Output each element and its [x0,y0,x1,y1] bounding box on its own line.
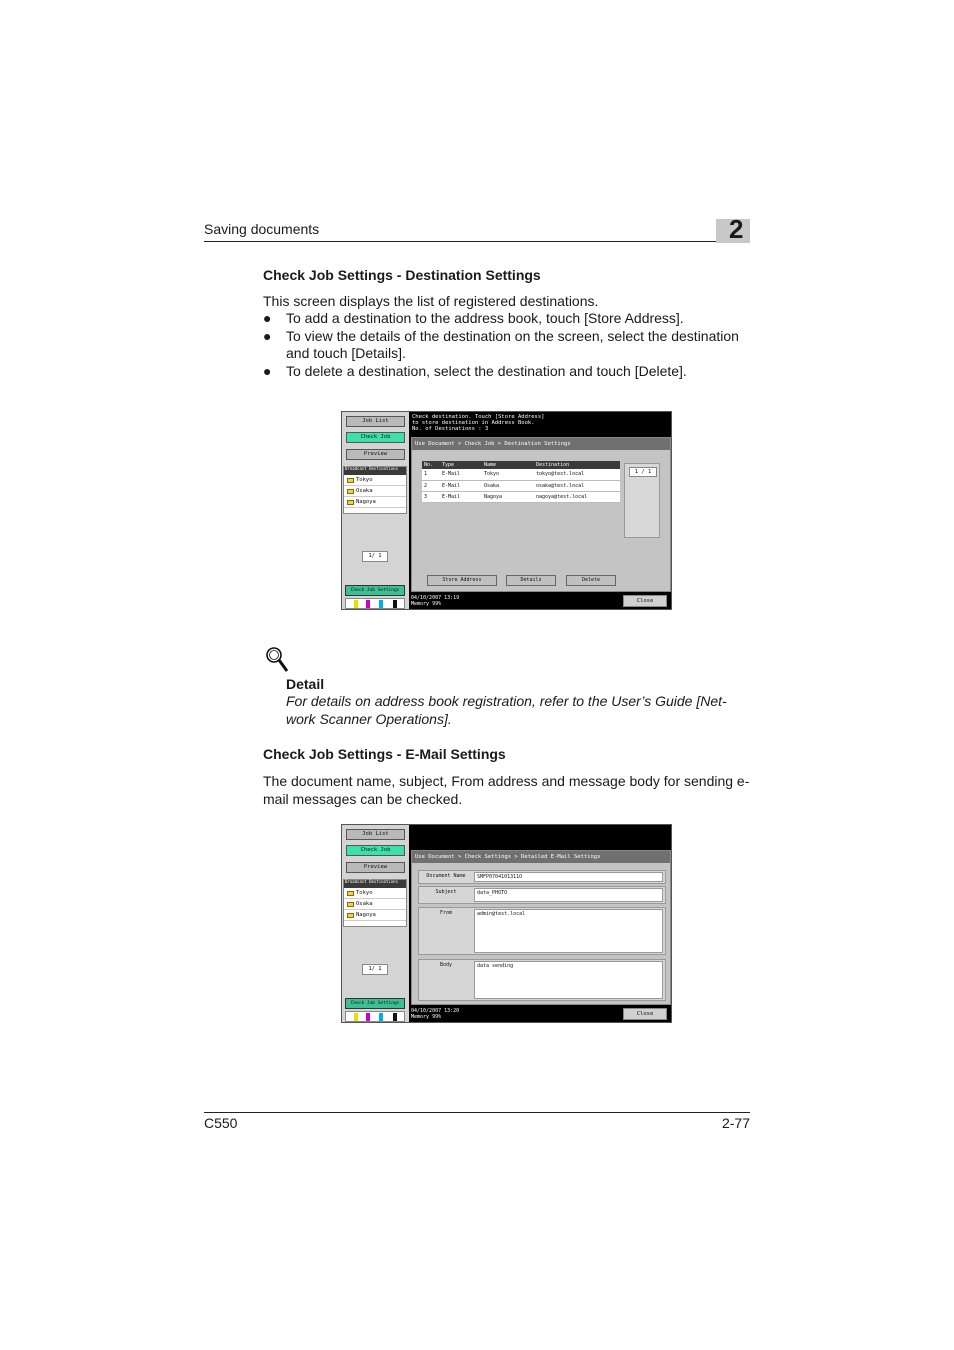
details-button[interactable]: Details [506,575,556,586]
left-panel [342,412,409,610]
list-item: ● To view the details of the destination on the screen, select the destination and touch [Details]. [263,327,739,361]
column-header: Name [482,461,534,469]
bullet-list [263,310,753,380]
table-row[interactable]: 1 E-Mail Tokyo tokyo@test.local [422,469,620,480]
from-row [418,907,666,955]
envelope-icon [347,500,354,505]
delete-button[interactable]: Delete [566,575,616,586]
column-header: Type [440,461,482,469]
subject-row [418,886,666,904]
column-header: Destination [534,461,620,469]
check-job-settings-button[interactable]: Check Job Settings [345,585,405,596]
message-area: Check destination. Touch [Store Address] to store destination in Address Book. No. of Destinations : 3 [409,412,672,437]
status-bar: 04/10/2007 13:20 Memory 99% [409,1005,672,1023]
envelope-icon [347,478,354,483]
document-name-field: SMFP0704101311O [474,872,663,882]
close-button[interactable]: Close [623,1008,667,1020]
detail-heading: Detail [286,676,325,692]
list-item[interactable]: Nagoya [344,910,406,921]
field-label: Subject [435,889,457,895]
body-row [418,959,666,1001]
column-header: No. [422,461,440,469]
footer-rule [204,1112,750,1113]
field-label: Document Name [426,873,466,879]
magnifier-icon [265,646,289,674]
toner-gauge [345,1011,405,1022]
detail-text: For details on address book registration, refer to the User’s Guide [Net-work Scanner Operations]. [286,693,727,727]
list-item[interactable]: Osaka [344,486,406,497]
list-item[interactable]: Tokyo [344,475,406,486]
breadcrumb: Use Document > Check Settings > Detailed E-Mail Settings [412,851,670,863]
destination-list [343,466,407,514]
field-label: From [439,910,453,916]
message-area [409,825,672,850]
status-bar: 04/10/2007 13:19 Memory 99% [409,592,672,610]
section-intro: The document name, subject, From address and message body for sending e-mail messages can be checked. [263,773,750,807]
table-row[interactable]: 2 E-Mail Osaka osaka@test.local [422,480,620,491]
left-panel [342,825,409,1023]
section-intro: This screen displays the list of registered destinations. [263,293,599,309]
destination-settings-screen [341,411,672,610]
envelope-icon [347,913,354,918]
page-number: 2-77 [721,1115,750,1131]
section-heading-email: Check Job Settings - E-Mail Settings [263,746,506,762]
body-field: data sending [474,961,663,999]
main-panel [411,437,671,592]
check-job-settings-button[interactable]: Check Job Settings [345,998,405,1009]
check-job-button[interactable]: Check Job [346,845,405,856]
running-header: Saving documents [204,221,320,237]
list-item[interactable]: Osaka [344,899,406,910]
subject-field: data_PHOTO [474,888,663,902]
toner-gauge [345,598,405,609]
destination-list-header: Broadcast Destinations [344,880,406,888]
envelope-icon [347,902,354,907]
destination-list-header: Broadcast Destinations [344,467,406,475]
job-list-button[interactable]: Job List [346,829,405,840]
list-item[interactable]: Tokyo [344,888,406,899]
page-indicator: 1/ 1 [362,964,388,975]
field-label: Body [439,962,453,968]
section-heading-destination: Check Job Settings - Destination Settings [263,267,541,283]
list-item[interactable]: Nagoya [344,497,406,508]
from-field: admin@test.local [474,909,663,953]
preview-button[interactable]: Preview [346,862,405,873]
table-row[interactable]: 3 E-Mail Nagoya nagoya@test.local [422,491,620,502]
chapter-number: 2 [729,214,744,244]
main-panel [411,850,671,1005]
header-rule [204,241,750,242]
job-list-button[interactable]: Job List [346,416,405,427]
list-item: ● To add a destination to the address book, touch [Store Address]. [263,310,684,326]
close-button[interactable]: Close [623,595,667,607]
page-scroll-panel[interactable] [624,463,660,538]
store-address-button[interactable]: Store Address [427,575,497,586]
destination-list [343,879,407,927]
page-indicator: 1/ 1 [362,551,388,562]
breadcrumb: Use Document > Check Job > Destination Settings [412,438,670,450]
page-indicator: 1 / 1 [629,467,657,477]
list-item: ● To delete a destination, select the destination and touch [Delete]. [263,362,687,379]
email-settings-screen [341,824,672,1023]
footer-model: C550 [204,1115,238,1131]
document-name-row [418,870,666,884]
destination-table [422,461,620,503]
preview-button[interactable]: Preview [346,449,405,460]
check-job-button[interactable]: Check Job [346,432,405,443]
envelope-icon [347,489,354,494]
envelope-icon [347,891,354,896]
